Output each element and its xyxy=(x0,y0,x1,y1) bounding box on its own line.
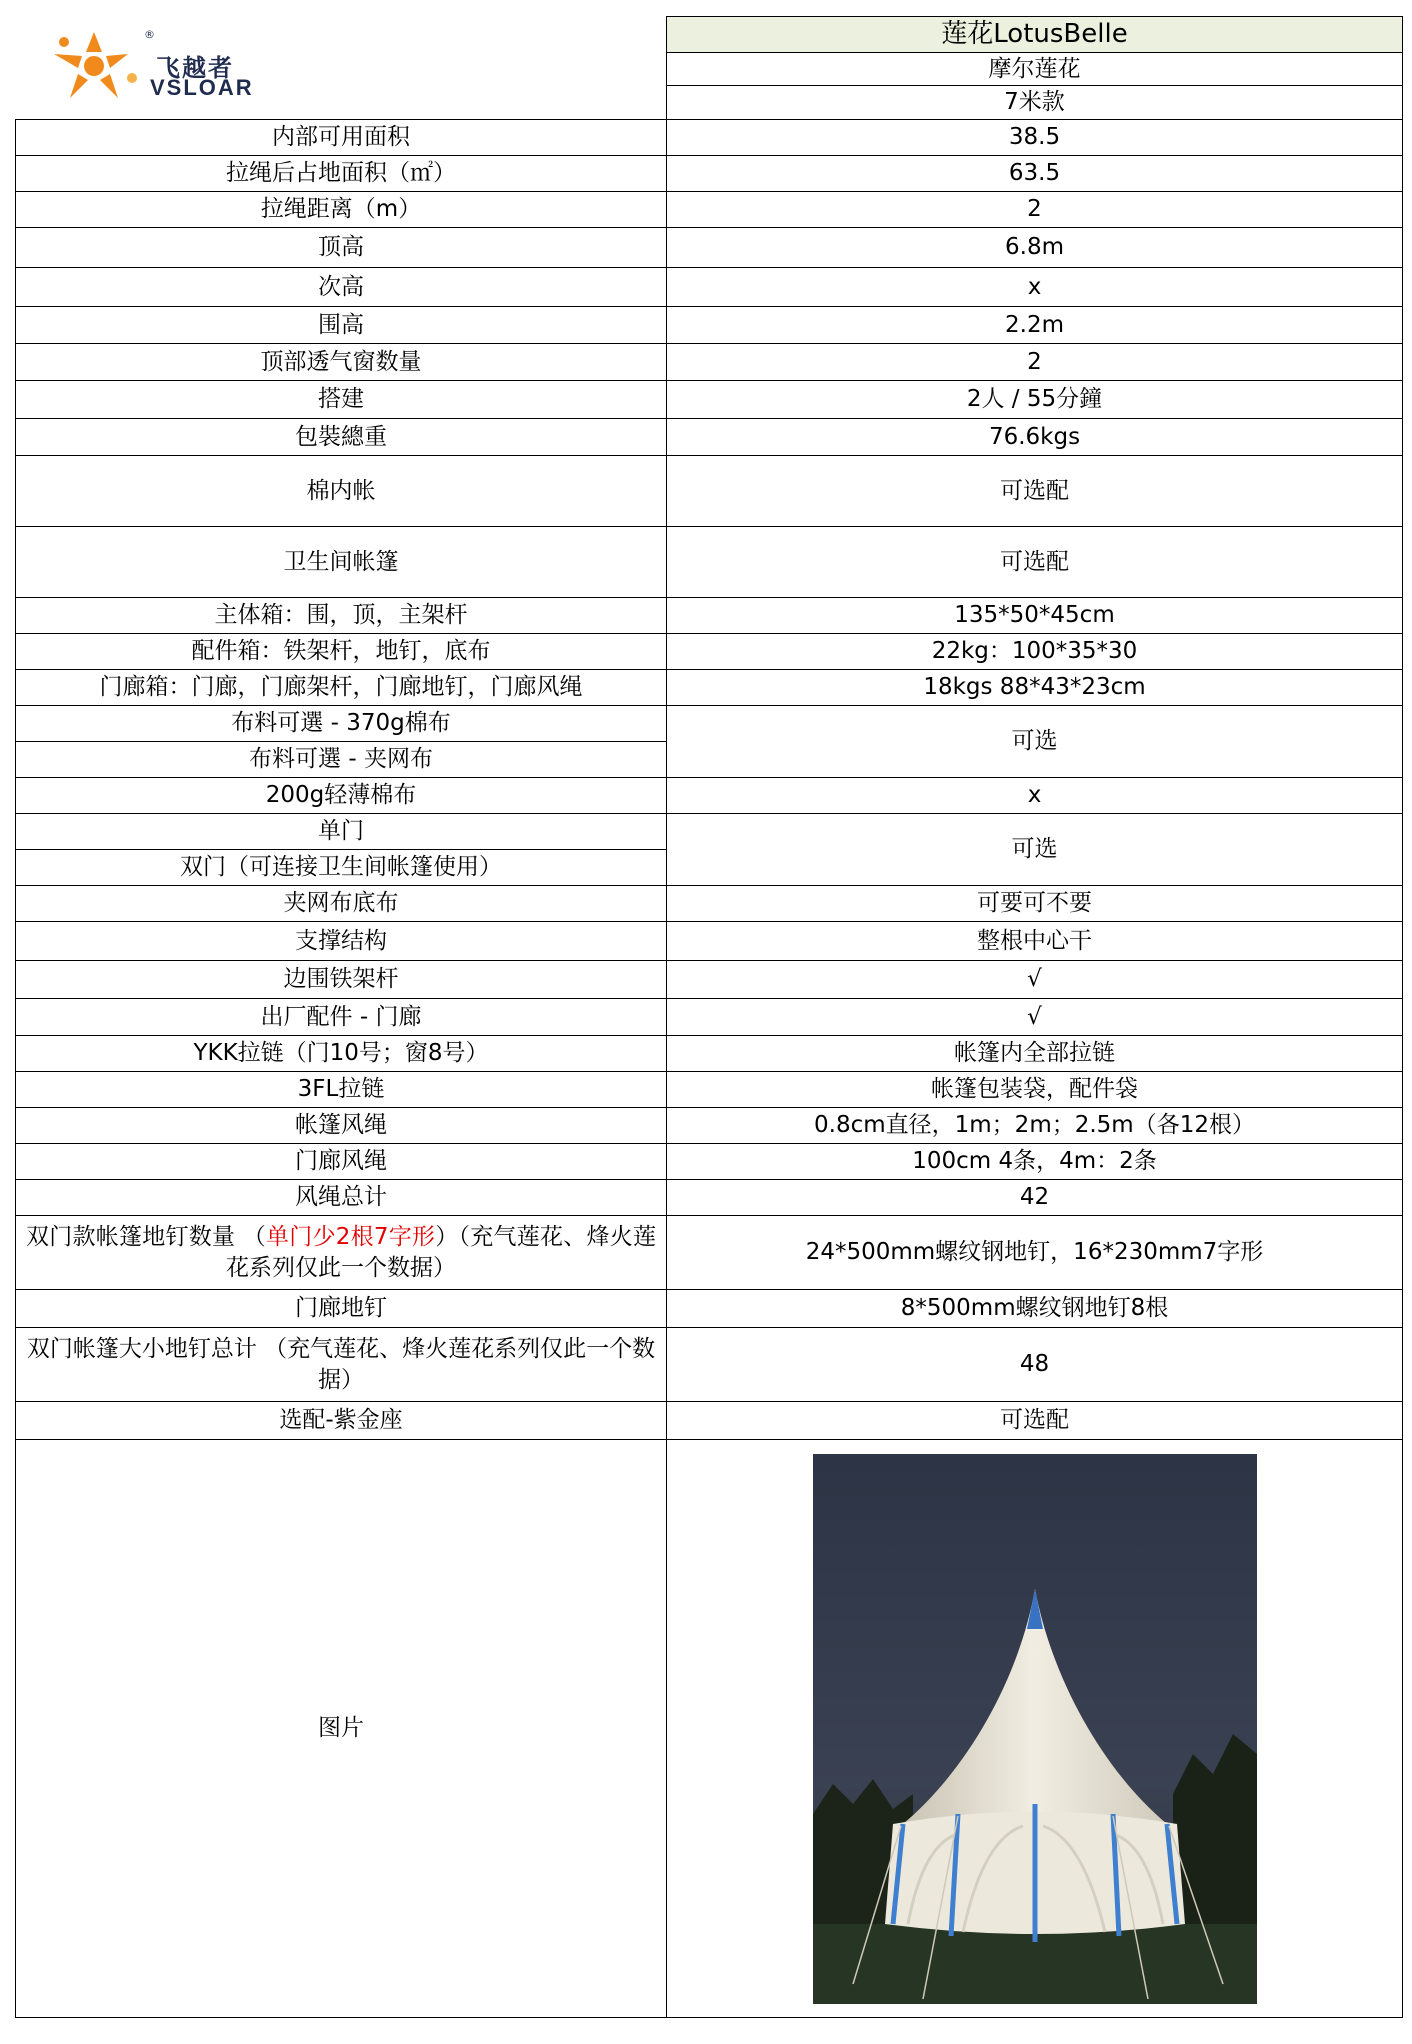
table-row xyxy=(16,1180,1403,1216)
table-row xyxy=(16,670,1403,706)
table-row xyxy=(16,228,1403,268)
table-row xyxy=(16,634,1403,670)
table-row xyxy=(16,381,1403,419)
row-label: 双门（可连接卫生间帐篷使用） xyxy=(16,850,667,886)
row-value: 8*500mm螺纹钢地钉8根 xyxy=(667,1290,1403,1328)
row-label: 门廊箱：门廊，门廊架杆，门廊地钉，门廊风绳 xyxy=(16,670,667,706)
table-row xyxy=(16,307,1403,344)
row-value: 42 xyxy=(667,1180,1403,1216)
spec-table xyxy=(15,16,1403,2018)
table-row xyxy=(16,419,1403,456)
model-size: 7米款 xyxy=(667,86,1403,120)
row-label: 拉绳距离（m） xyxy=(16,192,667,228)
table-row xyxy=(16,1328,1403,1402)
tent-photo xyxy=(813,1454,1257,2004)
table-row xyxy=(16,1216,1403,1290)
table-row xyxy=(16,1072,1403,1108)
row-label: 夹网布底布 xyxy=(16,886,667,922)
product-name: 莲花LotusBelle xyxy=(667,17,1403,53)
row-label: 边围铁架杆 xyxy=(16,961,667,999)
row-label: 次高 xyxy=(16,268,667,307)
row-value: 帐篷包装袋，配件袋 xyxy=(667,1072,1403,1108)
row-label: 选配-紫金座 xyxy=(16,1402,667,1440)
row-value: √ xyxy=(667,961,1403,999)
table-row xyxy=(16,961,1403,999)
table-row xyxy=(16,1108,1403,1144)
table-row xyxy=(16,922,1403,961)
table-row xyxy=(16,1290,1403,1328)
row-value: 38.5 xyxy=(667,120,1403,156)
row-label: 主体箱：围，顶，主架杆 xyxy=(16,598,667,634)
row-label: 顶部透气窗数量 xyxy=(16,344,667,381)
row-label: 帐篷风绳 xyxy=(16,1108,667,1144)
table-row xyxy=(16,706,1403,742)
row-value: 2 xyxy=(667,344,1403,381)
row-value: 整根中心干 xyxy=(667,922,1403,961)
row-label: 单门 xyxy=(16,814,667,850)
table-row xyxy=(16,192,1403,228)
table-row xyxy=(16,1440,1403,2018)
row-value: √ xyxy=(667,999,1403,1036)
table-row xyxy=(16,1402,1403,1440)
row-label: 支撑结构 xyxy=(16,922,667,961)
table-row xyxy=(16,456,1403,527)
photo-cell xyxy=(667,1440,1403,2018)
label-part: ）（充气莲花、烽火莲花系列仅此一个数据） xyxy=(226,1223,657,1281)
model-name: 摩尔莲花 xyxy=(667,53,1403,86)
row-value: 帐篷内全部拉链 xyxy=(667,1036,1403,1072)
row-label: 3FL拉链 xyxy=(16,1072,667,1108)
row-label: 围高 xyxy=(16,307,667,344)
row-value: 24*500mm螺纹钢地钉，16*230mm7字形 xyxy=(667,1216,1403,1290)
table-row xyxy=(16,527,1403,598)
label-part: 双门款帐篷地钉数量 （ xyxy=(26,1223,267,1250)
table-row xyxy=(16,1036,1403,1072)
row-label: 包裝總重 xyxy=(16,419,667,456)
row-value: 可选配 xyxy=(667,1402,1403,1440)
row-value: x xyxy=(667,778,1403,814)
table-row xyxy=(16,1144,1403,1180)
row-label xyxy=(16,1216,667,1290)
row-value: 可选配 xyxy=(667,527,1403,598)
row-value: 0.8cm直径，1m；2m；2.5m（各12根） xyxy=(667,1108,1403,1144)
row-label: 布料可選 - 370g棉布 xyxy=(16,706,667,742)
row-label: 门廊风绳 xyxy=(16,1144,667,1180)
table-row xyxy=(16,778,1403,814)
row-value: 可选 xyxy=(667,814,1403,886)
registered-mark: ® xyxy=(144,28,155,41)
row-value: x xyxy=(667,268,1403,307)
row-value: 63.5 xyxy=(667,156,1403,192)
row-label: 拉绳后占地面积（㎡） xyxy=(16,156,667,192)
row-label: 搭建 xyxy=(16,381,667,419)
row-label: 出厂配件 - 门廊 xyxy=(16,999,667,1036)
row-value: 6.8m xyxy=(667,228,1403,268)
row-value: 76.6kgs xyxy=(667,419,1403,456)
table-row xyxy=(16,344,1403,381)
row-value: 135*50*45cm xyxy=(667,598,1403,634)
row-value: 100cm 4条，4m：2条 xyxy=(667,1144,1403,1180)
row-label: 卫生间帐篷 xyxy=(16,527,667,598)
row-label: 200g轻薄棉布 xyxy=(16,778,667,814)
row-value: 2.2m xyxy=(667,307,1403,344)
logo-cell xyxy=(16,17,667,120)
row-value: 18kgs 88*43*23cm xyxy=(667,670,1403,706)
row-label: 配件箱：铁架杆，地钉，底布 xyxy=(16,634,667,670)
row-value: 48 xyxy=(667,1328,1403,1402)
row-value: 可选 xyxy=(667,706,1403,778)
row-label: 门廊地钉 xyxy=(16,1290,667,1328)
row-value: 可要可不要 xyxy=(667,886,1403,922)
table-row xyxy=(16,268,1403,307)
table-row xyxy=(16,598,1403,634)
row-value: 2 xyxy=(667,192,1403,228)
table-row xyxy=(16,156,1403,192)
row-label: 顶高 xyxy=(16,228,667,268)
label-highlight: 单门少2根7字形 xyxy=(266,1223,436,1250)
row-value: 可选配 xyxy=(667,456,1403,527)
logo-english-name: VSLOAR xyxy=(150,75,254,100)
row-value: 2人 / 55分鐘 xyxy=(667,381,1403,419)
table-row xyxy=(16,999,1403,1036)
row-label: 双门帐篷大小地钉总计 （充气莲花、烽火莲花系列仅此一个数据） xyxy=(16,1328,667,1402)
row-label: 风绳总计 xyxy=(16,1180,667,1216)
row-label: 图片 xyxy=(16,1440,667,2018)
table-row xyxy=(16,814,1403,850)
row-value: 22kg：100*35*30 xyxy=(667,634,1403,670)
row-label: YKK拉链（门10号；窗8号） xyxy=(16,1036,667,1072)
logo-chinese-name: 飞越者 xyxy=(156,54,234,82)
table-row xyxy=(16,886,1403,922)
row-label: 内部可用面积 xyxy=(16,120,667,156)
row-label: 布料可選 - 夹网布 xyxy=(16,742,667,778)
table-row xyxy=(16,120,1403,156)
row-label: 棉内帐 xyxy=(16,456,667,527)
